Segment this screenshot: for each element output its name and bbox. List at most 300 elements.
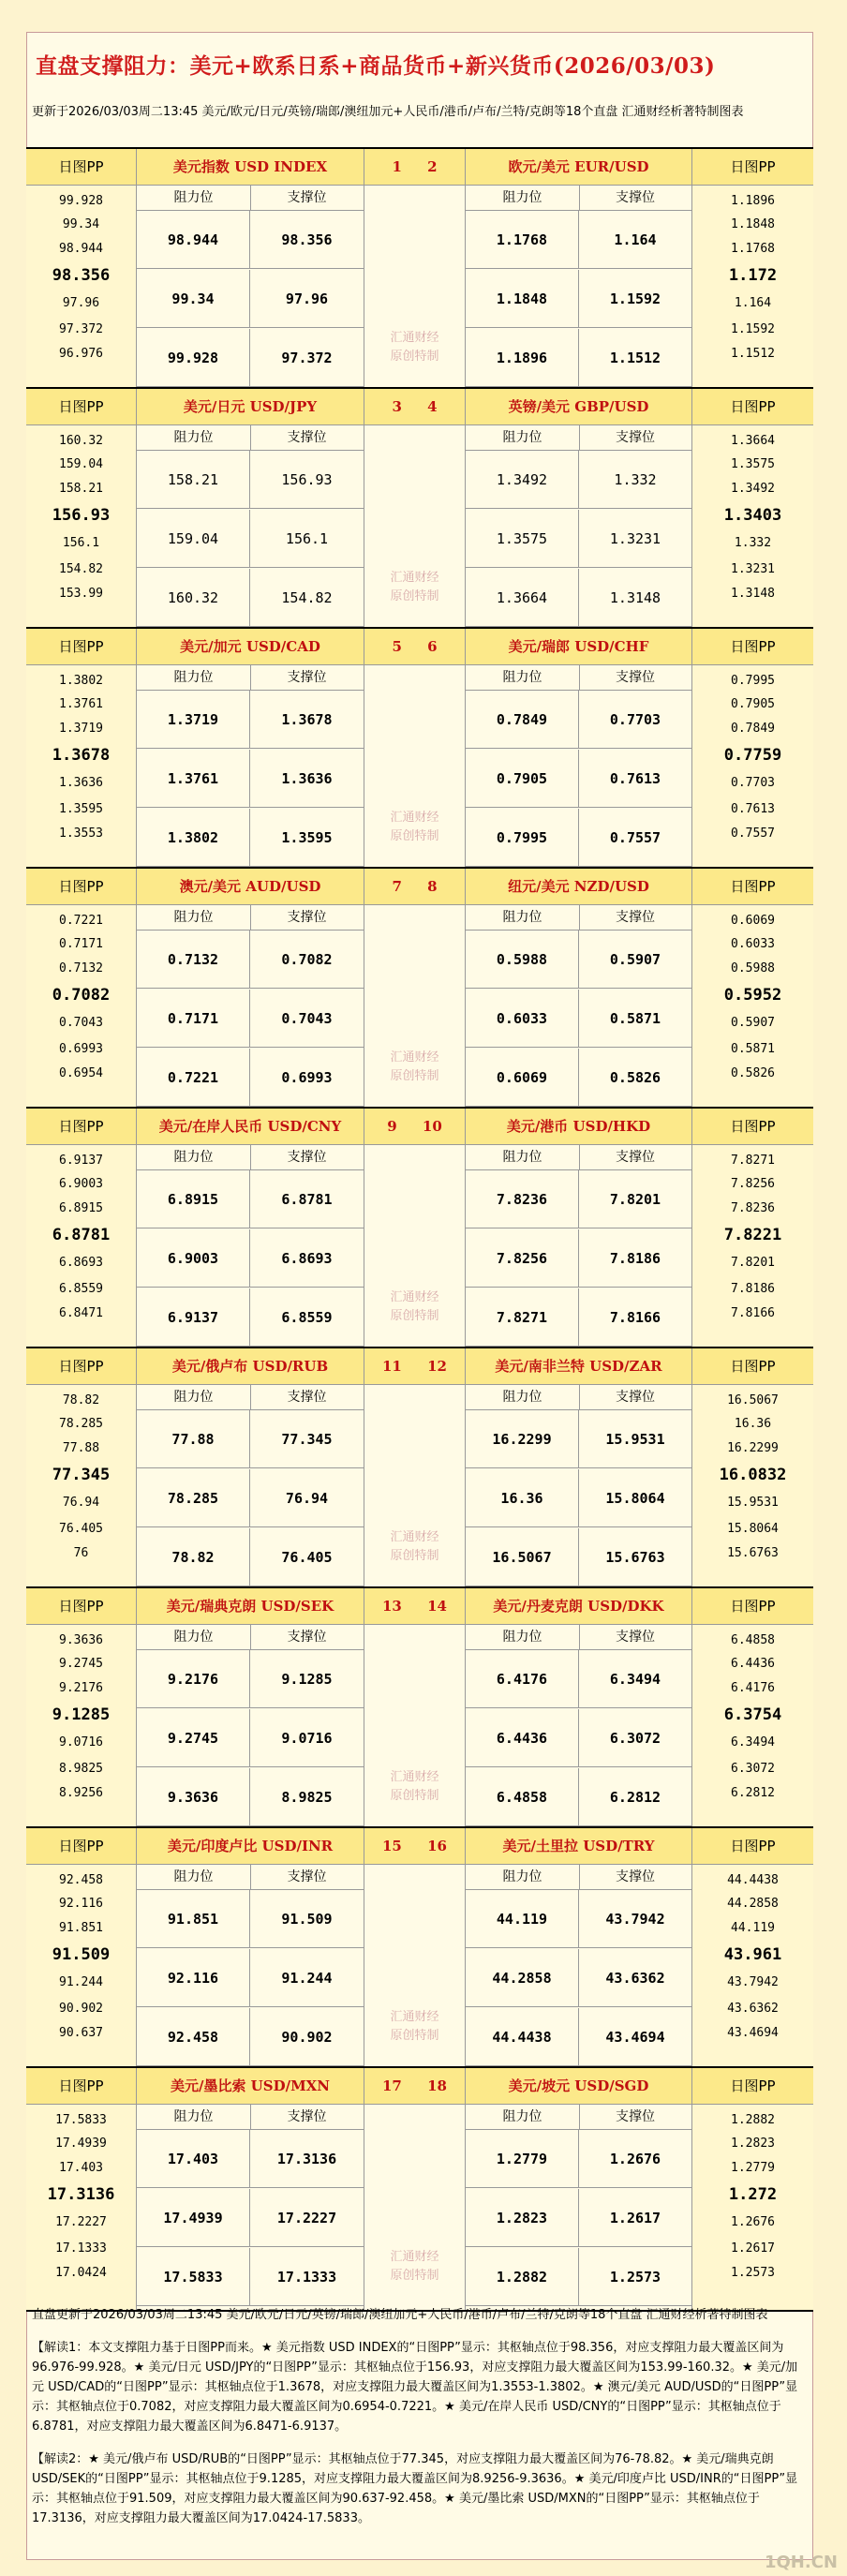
- support-value: 1.3636: [250, 750, 364, 808]
- sr-table-left: [137, 389, 364, 627]
- pp-column-left: [26, 869, 137, 1107]
- support-value: 17.2227: [250, 2189, 364, 2247]
- resistance-header: 阻力位: [137, 665, 251, 691]
- support-value: 43.4694: [579, 2008, 691, 2066]
- page-title: 直盘支撑阻力：美元+欧系日系+商品货币+新兴货币(2026/03/03): [36, 53, 716, 79]
- pp-level: 159.04: [59, 457, 103, 471]
- resistance-value: 99.928: [137, 329, 250, 387]
- support-value: 43.7942: [579, 1890, 691, 1948]
- pp-level: 98.944: [59, 242, 103, 256]
- support-value: 0.7703: [579, 691, 691, 749]
- pp-level: 0.7613: [731, 802, 775, 816]
- pp-level: 1.3553: [59, 826, 103, 841]
- pp-level: 1.2779: [731, 2161, 775, 2175]
- pp-level: 154.82: [59, 562, 103, 576]
- watermark: [364, 569, 465, 606]
- watermark-line: 原创特制: [390, 829, 439, 843]
- support-value: 156.1: [250, 510, 364, 568]
- sr-table-left: [137, 1348, 364, 1586]
- pp-header: 日图PP: [26, 1828, 136, 1865]
- pair-name: 美元/南非兰特 USD/ZAR: [466, 1348, 691, 1385]
- resistance-value: 0.6033: [466, 990, 579, 1048]
- pp-column-right: [692, 869, 813, 1107]
- watermark-line: 汇通财经: [390, 331, 439, 345]
- pp-header: 日图PP: [26, 629, 136, 665]
- resistance-value: 6.4436: [466, 1709, 579, 1767]
- resistance-header: 阻力位: [466, 905, 580, 931]
- watermark: [364, 2008, 465, 2046]
- pp-level: 44.4438: [727, 1873, 779, 1887]
- support-value: 17.3136: [250, 2130, 364, 2188]
- watermark-line: 原创特制: [390, 2269, 439, 2283]
- pp-level: 90.902: [59, 2002, 103, 2016]
- pp-level: 17.5833: [55, 2113, 107, 2127]
- resistance-value: 1.2823: [466, 2189, 579, 2247]
- pp-level: 6.4858: [731, 1633, 775, 1647]
- resistance-value: 1.1768: [466, 211, 579, 269]
- pp-level: 1.1512: [731, 347, 775, 361]
- pp-level: 1.164: [734, 296, 772, 310]
- pp-level: 6.4436: [731, 1657, 775, 1671]
- pp-level: 78.285: [59, 1417, 103, 1431]
- support-header: 支撑位: [579, 1145, 691, 1170]
- pp-level: 6.8693: [59, 1256, 103, 1270]
- pp-level: 6.4176: [731, 1681, 775, 1695]
- resistance-value: 16.36: [466, 1469, 579, 1527]
- pp-level: 6.8915: [59, 1201, 103, 1215]
- block-numbers: 5 6: [364, 629, 465, 665]
- pivot-value: 7.8221: [723, 1226, 782, 1244]
- support-value: 7.8186: [579, 1229, 691, 1288]
- resistance-value: 0.7995: [466, 809, 579, 867]
- support-header: 支撑位: [579, 1385, 691, 1410]
- resistance-value: 1.1896: [466, 329, 579, 387]
- pp-level: 0.5871: [731, 1042, 775, 1056]
- pp-column-left: [26, 1109, 137, 1347]
- support-value: 0.7613: [579, 750, 691, 808]
- pp-level: 17.4939: [55, 2137, 107, 2151]
- resistance-value: 17.5833: [137, 2248, 250, 2306]
- support-value: 1.1512: [579, 329, 691, 387]
- sr-table-right: [465, 629, 692, 867]
- pp-header: 日图PP: [692, 149, 813, 186]
- support-value: 0.5871: [579, 990, 691, 1048]
- pivot-value: 0.5952: [723, 986, 782, 1005]
- block-numbers: 9 10: [364, 1109, 465, 1145]
- sr-table-right: [465, 1348, 692, 1586]
- resistance-header: 阻力位: [466, 1625, 580, 1650]
- pp-level: 8.9256: [59, 1786, 103, 1800]
- pp-header: 日图PP: [26, 389, 136, 425]
- pp-level: 17.2227: [55, 2215, 107, 2229]
- support-value: 6.8693: [250, 1229, 364, 1288]
- sr-table-right: [465, 1588, 692, 1826]
- pp-level: 1.1768: [731, 242, 775, 256]
- pivot-value: 1.3403: [723, 506, 782, 525]
- pp-level: 15.6763: [727, 1546, 779, 1560]
- resistance-header: 阻力位: [137, 425, 251, 451]
- support-header: 支撑位: [579, 1865, 691, 1890]
- pp-column-left: [26, 389, 137, 627]
- resistance-header: 阻力位: [137, 186, 251, 211]
- pp-column-right: [692, 389, 813, 627]
- note-2: 【解读2：★ 美元/俄卢布 USD/RUB的“日图PP”显示：其枢轴点位于77.345，对应支撑阻力最大覆盖区间为76-78.82。★ 美元/瑞典克朗 USD/SEK的“日图PP”显示：其枢轴点位于9.1285，对应支撑阻力最大覆盖区间为8.9256-9.3636。★ 美元/印度卢比 USD/INR的“日图PP”显示：其枢轴点位于91.509，对应支撑阻力最大覆盖区间为90.637-92.458。★ 美元/墨比索 USD/MXN的“日图PP”显示：其枢轴点位于17.3136，对应支撑阻力最大覆盖区间为17.0424-17.5833。: [32, 2452, 798, 2525]
- resistance-value: 0.7905: [466, 750, 579, 808]
- pp-level: 9.0716: [59, 1735, 103, 1750]
- watermark-line: 汇通财经: [390, 2250, 439, 2264]
- pp-column-right: [692, 149, 813, 387]
- resistance-value: 78.82: [137, 1528, 250, 1586]
- pp-level: 1.3575: [731, 457, 775, 471]
- pp-level: 17.0424: [55, 2266, 107, 2280]
- pivot-grid: [26, 147, 813, 2312]
- resistance-value: 92.116: [137, 1949, 250, 2007]
- pp-level: 160.32: [59, 434, 103, 448]
- watermark-line: 原创特制: [390, 1789, 439, 1803]
- pp-level: 0.5826: [731, 1066, 775, 1080]
- pp-level: 0.6069: [731, 914, 775, 928]
- support-value: 98.356: [250, 211, 364, 269]
- pivot-value: 1.272: [728, 2185, 778, 2204]
- resistance-value: 6.4176: [466, 1650, 579, 1708]
- support-value: 1.3678: [250, 691, 364, 749]
- support-header: 支撑位: [579, 186, 691, 211]
- resistance-value: 7.8256: [466, 1229, 579, 1288]
- watermark: [364, 1528, 465, 1566]
- support-value: 0.6993: [250, 1049, 364, 1107]
- pp-level: 99.928: [59, 194, 103, 208]
- resistance-value: 44.119: [466, 1890, 579, 1948]
- support-value: 6.2812: [579, 1768, 691, 1826]
- pivot-value: 77.345: [52, 1466, 111, 1484]
- sr-table-right: [465, 1109, 692, 1347]
- resistance-value: 0.7849: [466, 691, 579, 749]
- resistance-value: 158.21: [137, 451, 250, 509]
- pp-level: 6.2812: [731, 1786, 775, 1800]
- pivot-value: 0.7759: [723, 746, 782, 765]
- watermark-line: 汇通财经: [390, 1290, 439, 1304]
- resistance-header: 阻力位: [137, 1385, 251, 1410]
- support-value: 6.3072: [579, 1709, 691, 1767]
- pp-level: 1.3492: [731, 482, 775, 496]
- resistance-value: 91.851: [137, 1890, 250, 1948]
- pp-header: 日图PP: [692, 1588, 813, 1625]
- pp-level: 0.7995: [731, 674, 775, 688]
- support-header: 支撑位: [250, 1625, 364, 1650]
- pair-block: [26, 1586, 813, 1826]
- pair-name: 英镑/美元 GBP/USD: [466, 389, 691, 425]
- block-numbers: 11 12: [364, 1348, 465, 1385]
- pp-header: 日图PP: [692, 1348, 813, 1385]
- pp-level: 91.851: [59, 1921, 103, 1935]
- resistance-value: 44.4438: [466, 2008, 579, 2066]
- resistance-value: 0.6069: [466, 1049, 579, 1107]
- block-numbers: 3 4: [364, 389, 465, 425]
- sr-table-left: [137, 149, 364, 387]
- block-index: [364, 389, 465, 627]
- block-index: [364, 1109, 465, 1347]
- notes: [32, 2305, 808, 2541]
- pp-level: 15.8064: [727, 1522, 779, 1536]
- support-value: 1.2617: [579, 2189, 691, 2247]
- resistance-value: 78.285: [137, 1469, 250, 1527]
- pp-level: 1.3148: [731, 587, 775, 601]
- pp-level: 1.3231: [731, 562, 775, 576]
- pp-level: 1.3761: [59, 697, 103, 711]
- pivot-value: 156.93: [52, 506, 111, 525]
- pivot-value: 1.3678: [52, 746, 111, 765]
- pair-name: 美元/港币 USD/HKD: [466, 1109, 691, 1145]
- resistance-value: 9.3636: [137, 1768, 250, 1826]
- block-numbers: 15 16: [364, 1828, 465, 1865]
- pp-level: 1.3802: [59, 674, 103, 688]
- resistance-header: 阻力位: [137, 905, 251, 931]
- pp-level: 0.6954: [59, 1066, 103, 1080]
- pp-header: 日图PP: [692, 2068, 813, 2105]
- pair-block: [26, 387, 813, 627]
- pp-column-left: [26, 149, 137, 387]
- pair-block: [26, 2066, 813, 2312]
- resistance-value: 159.04: [137, 510, 250, 568]
- support-header: 支撑位: [250, 425, 364, 451]
- pp-level: 1.3719: [59, 722, 103, 736]
- resistance-value: 99.34: [137, 270, 250, 328]
- support-value: 1.3231: [579, 510, 691, 568]
- pp-level: 0.7849: [731, 722, 775, 736]
- pp-level: 17.403: [59, 2161, 103, 2175]
- pp-level: 92.458: [59, 1873, 103, 1887]
- support-value: 15.8064: [579, 1469, 691, 1527]
- pair-name: 美元/印度卢比 USD/INR: [137, 1828, 364, 1865]
- pair-name: 美元/在岸人民币 USD/CNY: [137, 1109, 364, 1145]
- support-value: 7.8166: [579, 1288, 691, 1347]
- pp-level: 6.3494: [731, 1735, 775, 1750]
- note-1: 【解读1：本文支撑阻力基于日图PP而来。★ 美元指数 USD INDEX的“日图PP”显示：其枢轴点位于98.356，对应支撑阻力最大覆盖区间为96.976-99.928。★ 美元/日元 USD/JPY的“日图PP”显示：其枢轴点位于156.93，对应支撑阻力最大覆盖区间为153.99-160.32。★ 美元/加元 USD/CAD的“日图PP”显示：其枢轴点位于1.3678，对应支撑阻力最大覆盖区间为1.3553-1.3802。★ 澳元/美元 AUD/USD的“日图PP”显示：其枢轴点位于0.7082，对应支撑阻力最大覆盖区间为0.6954-0.7221。★ 美元/在岸人民币 USD/CNY的“日图PP”显示：其枢轴点位于6.8781，对应支撑阻力最大覆盖区间为6.8471-6.9137。: [32, 2341, 798, 2434]
- pp-level: 1.2573: [731, 2266, 775, 2280]
- watermark: [364, 809, 465, 846]
- support-value: 76.405: [250, 1528, 364, 1586]
- pp-level: 77.88: [62, 1441, 100, 1455]
- pp-level: 6.8471: [59, 1306, 103, 1320]
- pivot-value: 98.356: [52, 266, 111, 285]
- resistance-header: 阻力位: [466, 1145, 580, 1170]
- pair-name: 美元/墨比索 USD/MXN: [137, 2068, 364, 2105]
- support-value: 1.1592: [579, 270, 691, 328]
- resistance-value: 7.8271: [466, 1288, 579, 1347]
- pair-name: 美元/俄卢布 USD/RUB: [137, 1348, 364, 1385]
- support-value: 6.8781: [250, 1170, 364, 1228]
- resistance-value: 1.3719: [137, 691, 250, 749]
- pivot-value: 9.1285: [52, 1705, 111, 1724]
- pp-level: 6.8559: [59, 1282, 103, 1296]
- pp-level: 0.7171: [59, 937, 103, 951]
- pp-level: 1.3595: [59, 802, 103, 816]
- pp-level: 44.119: [731, 1921, 775, 1935]
- pp-level: 153.99: [59, 587, 103, 601]
- pp-level: 1.3664: [731, 434, 775, 448]
- pp-header: 日图PP: [692, 869, 813, 905]
- support-header: 支撑位: [250, 2105, 364, 2130]
- support-value: 90.902: [250, 2008, 364, 2066]
- resistance-value: 0.7171: [137, 990, 250, 1048]
- support-value: 77.345: [250, 1410, 364, 1468]
- watermark-line: 汇通财经: [390, 1050, 439, 1065]
- resistance-value: 16.5067: [466, 1528, 579, 1586]
- pp-header: 日图PP: [692, 389, 813, 425]
- pp-level: 0.7221: [59, 914, 103, 928]
- pp-level: 76.94: [62, 1496, 100, 1510]
- support-value: 154.82: [250, 569, 364, 627]
- pp-level: 1.2882: [731, 2113, 775, 2127]
- sr-table-left: [137, 869, 364, 1107]
- support-value: 0.7557: [579, 809, 691, 867]
- resistance-header: 阻力位: [466, 1385, 580, 1410]
- pp-level: 92.116: [59, 1897, 103, 1911]
- pp-level: 1.2823: [731, 2137, 775, 2151]
- pp-level: 0.5988: [731, 961, 775, 975]
- block-index: [364, 1828, 465, 2066]
- support-value: 0.5826: [579, 1049, 691, 1107]
- sr-table-left: [137, 1588, 364, 1826]
- pp-level: 43.6362: [727, 2002, 779, 2016]
- pair-name: 纽元/美元 NZD/USD: [466, 869, 691, 905]
- update-subtitle: 更新于2026/03/03周二13:45 美元/欧元/日元/英镑/瑞郎/澳纽加元+人民币/港币/卢布/兰特/克朗等18个直盘 汇通财经析著特制图表: [32, 105, 744, 119]
- pp-column-right: [692, 1828, 813, 2066]
- pp-level: 1.1592: [731, 322, 775, 336]
- block-numbers: 7 8: [364, 869, 465, 905]
- pp-level: 6.9003: [59, 1177, 103, 1191]
- support-header: 支撑位: [579, 1625, 691, 1650]
- resistance-value: 0.7132: [137, 931, 250, 989]
- resistance-value: 1.3802: [137, 809, 250, 867]
- resistance-value: 1.2882: [466, 2248, 579, 2306]
- resistance-value: 0.5988: [466, 931, 579, 989]
- resistance-value: 16.2299: [466, 1410, 579, 1468]
- support-value: 6.8559: [250, 1288, 364, 1347]
- pair-name: 澳元/美元 AUD/USD: [137, 869, 364, 905]
- watermark-line: 汇通财经: [390, 1770, 439, 1784]
- pp-level: 90.637: [59, 2026, 103, 2040]
- watermark-line: 汇通财经: [390, 1530, 439, 1544]
- support-value: 97.372: [250, 329, 364, 387]
- support-header: 支撑位: [250, 1385, 364, 1410]
- pair-block: [26, 1107, 813, 1347]
- pp-level: 0.7703: [731, 776, 775, 790]
- block-index: [364, 1588, 465, 1826]
- resistance-header: 阻力位: [466, 1865, 580, 1890]
- pair-block: [26, 1826, 813, 2066]
- watermark: [364, 1768, 465, 1806]
- pp-level: 1.2676: [731, 2215, 775, 2229]
- pair-name: 美元/日元 USD/JPY: [137, 389, 364, 425]
- pp-level: 16.2299: [727, 1441, 779, 1455]
- pp-level: 9.3636: [59, 1633, 103, 1647]
- pp-column-right: [692, 1109, 813, 1347]
- resistance-value: 98.944: [137, 211, 250, 269]
- resistance-value: 44.2858: [466, 1949, 579, 2007]
- pp-level: 44.2858: [727, 1897, 779, 1911]
- sr-table-right: [465, 149, 692, 387]
- resistance-value: 9.2745: [137, 1709, 250, 1767]
- pair-block: [26, 867, 813, 1107]
- watermark: [364, 2248, 465, 2286]
- pp-level: 7.8271: [731, 1154, 775, 1168]
- support-value: 15.9531: [579, 1410, 691, 1468]
- pp-level: 0.7557: [731, 826, 775, 841]
- pair-block: [26, 147, 813, 387]
- pp-column-left: [26, 1348, 137, 1586]
- resistance-value: 1.1848: [466, 270, 579, 328]
- resistance-header: 阻力位: [137, 1865, 251, 1890]
- watermark: [364, 1288, 465, 1326]
- watermark-line: 原创特制: [390, 2029, 439, 2043]
- watermark-line: 原创特制: [390, 350, 439, 364]
- support-header: 支撑位: [579, 665, 691, 691]
- pp-level: 0.7043: [59, 1016, 103, 1030]
- resistance-value: 160.32: [137, 569, 250, 627]
- sr-table-right: [465, 2068, 692, 2310]
- block-numbers: 1 2: [364, 149, 465, 186]
- pp-column-right: [692, 629, 813, 867]
- pp-level: 158.21: [59, 482, 103, 496]
- support-header: 支撑位: [250, 905, 364, 931]
- pivot-value: 43.961: [723, 1945, 782, 1964]
- resistance-value: 1.3492: [466, 451, 579, 509]
- pp-level: 76.405: [59, 1522, 103, 1536]
- sr-table-left: [137, 1109, 364, 1347]
- pp-level: 0.7132: [59, 961, 103, 975]
- block-numbers: 17 18: [364, 2068, 465, 2105]
- pair-name: 美元/坡元 USD/SGD: [466, 2068, 691, 2105]
- pp-level: 17.1333: [55, 2241, 107, 2256]
- pp-level: 6.9137: [59, 1154, 103, 1168]
- pp-header: 日图PP: [26, 2068, 136, 2105]
- block-index: [364, 629, 465, 867]
- support-header: 支撑位: [250, 1145, 364, 1170]
- pair-name: 美元/土里拉 USD/TRY: [466, 1828, 691, 1865]
- support-value: 43.6362: [579, 1949, 691, 2007]
- pair-name: 美元/丹麦克朗 USD/DKK: [466, 1588, 691, 1625]
- pivot-value: 6.8781: [52, 1226, 111, 1244]
- pp-level: 43.4694: [727, 2026, 779, 2040]
- pp-level: 0.7905: [731, 697, 775, 711]
- resistance-header: 阻力位: [466, 186, 580, 211]
- pp-level: 1.3636: [59, 776, 103, 790]
- support-value: 0.5907: [579, 931, 691, 989]
- pp-column-left: [26, 1828, 137, 2066]
- block-index: [364, 1348, 465, 1586]
- watermark-line: 原创特制: [390, 1549, 439, 1563]
- pp-level: 0.5907: [731, 1016, 775, 1030]
- pair-block: [26, 627, 813, 867]
- resistance-value: 6.4858: [466, 1768, 579, 1826]
- pp-level: 16.36: [734, 1417, 772, 1431]
- pivot-value: 17.3136: [47, 2185, 115, 2204]
- resistance-header: 阻力位: [137, 2105, 251, 2130]
- pp-level: 1.332: [734, 536, 772, 550]
- pp-column-left: [26, 629, 137, 867]
- resistance-value: 77.88: [137, 1410, 250, 1468]
- pp-header: 日图PP: [26, 149, 136, 186]
- pp-level: 7.8166: [731, 1306, 775, 1320]
- pp-column-right: [692, 2068, 813, 2310]
- pair-name: 欧元/美元 EUR/USD: [466, 149, 691, 186]
- pp-level: 97.96: [62, 296, 100, 310]
- pp-level: 0.6033: [731, 937, 775, 951]
- support-value: 17.1333: [250, 2248, 364, 2306]
- pp-column-right: [692, 1348, 813, 1586]
- resistance-value: 6.9137: [137, 1288, 250, 1347]
